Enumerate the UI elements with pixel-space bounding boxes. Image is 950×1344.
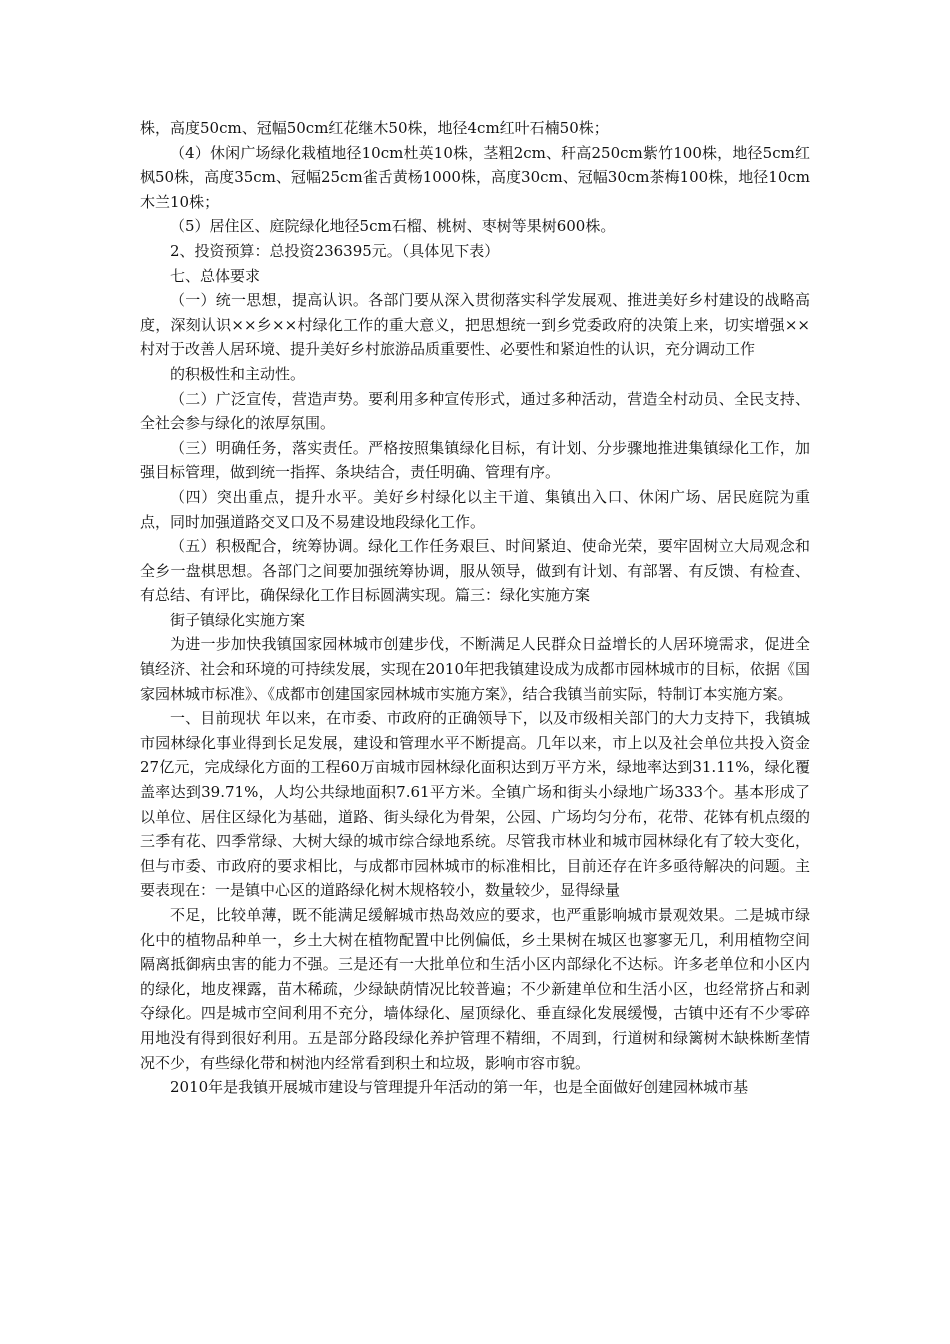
- paragraph: 不足，比较单薄，既不能满足缓解城市热岛效应的要求，也严重影响城市景观效果。二是城市绿化中的植物品种单一，乡土大树在植物配置中比例偏低，乡土果树在城区也寥寥无几，利用植物空间隔离抵御病虫害的能力不强。三是还有一大批单位和生活小区内部绿化不达标。许多老单位和小区内的绿化，地皮裸露，苗木稀疏，少绿缺荫情况比较普遍；不少新建单位和生活小区，也经常挤占和剥夺绿化。四是城市空间利用不充分，墙体绿化、屋顶绿化、垂直绿化发展缓慢，古镇中还有不少零碎用地没有得到很好利用。五是部分路段绿化养护管理不精细，不周到，行道树和绿篱树木缺株断垄情况不少，有些绿化带和树池内经常看到积土和垃圾，影响市容市貌。: [140, 906, 810, 1072]
- paragraph: 为进一步加快我镇国家园林城市创建步伐，不断满足人民群众日益增长的人居环境需求，促进全镇经济、社会和环境的可持续发展，实现在2010年把我镇建设成为成都市园林城市的目标，依据《国家园林城市标准》、《成都市创建国家园林城市实施方案》，结合我镇当前实际，特制订本实施方案。: [140, 635, 810, 703]
- paragraph: 一、目前现状 年以来，在市委、市政府的正确领导下，以及市级相关部门的大力支持下，我镇城市园林绿化事业得到长足发展，建设和管理水平不断提高。几年以来，市上以及社会单位共投入资金27亿元，完成绿化方面的工程60万亩城市园林绿化面积达到万平方米，绿地率达到31.11%，绿化覆盖率达到39.71%，人均公共绿地面积7.61平方米。全镇广场和街头小绿地广场333个。基本形成了以单位、居住区绿化为基础，道路、街头绿化为骨架，公园、广场均匀分布，花带、花钵有机点缀的三季有花、四季常绿、大树大绿的城市综合绿地系统。尽管我市林业和城市园林绿化有了较大变化，但与市委、市政府的要求相比，与成都市园林城市的标准相比，目前还存在许多亟待解决的问题。主要表现在：一是镇中心区的道路绿化树木规格较小，数量较少，显得绿量: [140, 709, 810, 900]
- paragraph: （三）明确任务，落实责任。严格按照集镇绿化目标，有计划、分步骤地推进集镇绿化工作，加强目标管理，做到统一指挥、条块结合，责任明确、管理有序。: [140, 438, 810, 482]
- document-body: [140, 116, 810, 1100]
- paragraph: （4）休闲广场绿化栽植地径10cm杜英10株，茎粗2cm、秆高250cm紫竹100株，地径5cm红枫50株，高度35cm、冠幅25cm雀舌黄杨1000株，高度30cm、冠幅30cm茶梅100株，地径10cm木兰10株；: [140, 143, 810, 211]
- paragraph: （四）突出重点，提升水平。美好乡村绿化以主干道、集镇出入口、休闲广场、居民庭院为重点，同时加强道路交叉口及不易建设地段绿化工作。: [140, 487, 810, 531]
- subtitle: 街子镇绿化实施方案: [170, 610, 306, 629]
- paragraph: 2、投资预算：总投资236395元。（具体见下表）: [170, 241, 500, 260]
- paragraph: （五）积极配合，统筹协调。绿化工作任务艰巨、时间紧迫、使命光荣，要牢固树立大局观念和全乡一盘棋思想。各部门之间要加强统筹协调，服从领导，做到有计划、有部署、有反馈、有检查、有总结、有评比，确保绿化工作目标圆满实现。篇三：绿化实施方案: [140, 537, 810, 605]
- paragraph: 2010年是我镇开展城市建设与管理提升年活动的第一年，也是全面做好创建园林城市基: [170, 1078, 749, 1097]
- paragraph: 的积极性和主动性。: [170, 364, 306, 383]
- paragraph: 株，高度50cm、冠幅50cm红花继木50株，地径4cm红叶石楠50株；: [140, 119, 609, 137]
- paragraph: （5）居住区、庭院绿化地径5cm石榴、桃树、枣树等果树600株。: [170, 217, 616, 236]
- paragraph: （二）广泛宣传，营造声势。要利用多种宣传形式，通过多种活动，营造全村动员、全民支持、全社会参与绿化的浓厚氛围。: [140, 389, 810, 433]
- section-heading: 七、总体要求: [170, 266, 261, 285]
- paragraph: （一）统一思想，提高认识。各部门要从深入贯彻落实科学发展观、推进美好乡村建设的战略高度，深刻认识××乡××村绿化工作的重大意义，把思想统一到乡党委政府的决策上来，切实增强××村对于改善人居环境、提升美好乡村旅游品质重要性、必要性和紧迫性的认识，充分调动工作: [140, 291, 810, 359]
